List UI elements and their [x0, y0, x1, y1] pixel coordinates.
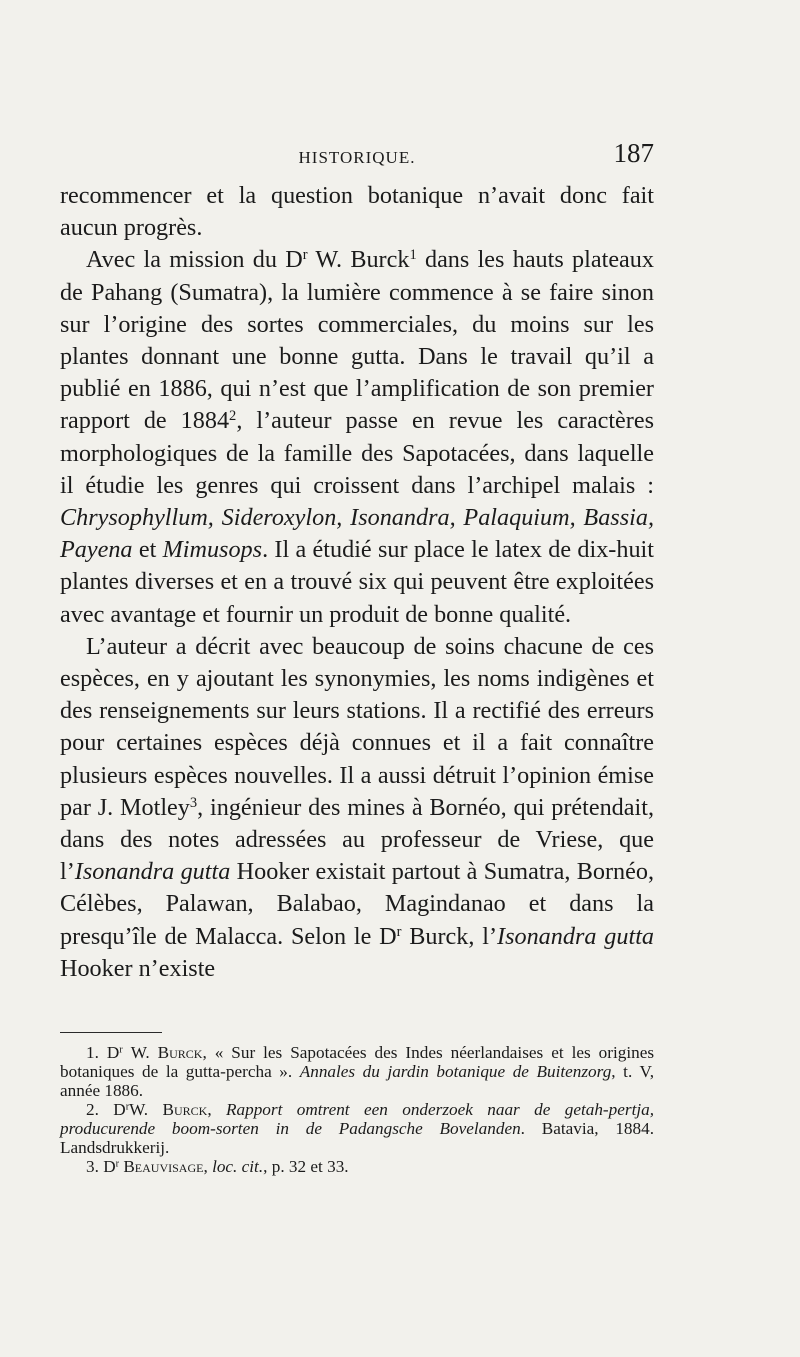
- footnote-author: Beauvisage: [123, 1157, 204, 1176]
- footnote-text: , t. V, année 1886.: [60, 1062, 654, 1100]
- paragraph-3-text-a: L’auteur a décrit avec beaucoup de soins chacune de ces espèces, en y ajoutant les synonymies, les noms indigènes et des renseignements sur leurs stations. Il a rectifié des erreurs pour certaines espèces déjà connues et il a fait connaître plusieurs espèces nouvelles. Il a aussi détruit l’opinion émise par J. Motley: [60, 632, 654, 821]
- page-number: 187: [613, 138, 654, 168]
- footnote-title: Rapport omtrent een onderzoek naar de getah-pertja, producurende boom-sorten in de Padangsche Bovelanden: [60, 1100, 655, 1138]
- footnote-loc-cit: loc. cit.: [212, 1157, 264, 1176]
- paragraph-1-text: recommencer et la question botanique n’avait donc fait aucun progrès.: [60, 182, 654, 242]
- footnotes: [60, 1043, 654, 1176]
- doctor-superscript: r: [115, 1158, 120, 1170]
- species-isonandra-gutta: Isonandra gutta: [497, 922, 655, 950]
- footnote-text: . Batavia, 1884. Landsdrukkerij.: [60, 1119, 654, 1157]
- footnote-number: 3.: [86, 1157, 99, 1176]
- paragraph-2-text-c: dans les hauts plateaux de Pahang (Sumatra), la lumière commence à se faire sinon sur l’origine des sortes commerciales, du moins sur les plantes donnant une bonne gutta. Dans le travail qu’il a publié en 1886, qui n’est que l’amplification de son premier rapport de 1884: [60, 246, 654, 435]
- doctor-abbrev: D: [113, 1100, 126, 1119]
- paragraph-3: [60, 631, 654, 985]
- paragraph-1: [60, 180, 654, 244]
- footnote-rule: [60, 1032, 162, 1033]
- footnote-text: , « Sur les Sapotacées des Indes néerlandaises et les origines botaniques de la gutta-percha ».: [60, 1043, 655, 1081]
- paragraph-2-text-e: . Il a étudié sur place le latex de dix-huit plantes diverses et en a trouvé six qui peuvent être exploitées avec avantage et fournir un produit de bonne qualité.: [60, 536, 654, 628]
- genera-list: Chrysophyllum, Sideroxylon, Isonandra, Palaquium, Bassia, Payena: [60, 504, 654, 564]
- paragraph-2-text-b: W. Burck: [307, 246, 410, 274]
- paragraph-2-text-d: , l’auteur passe en revue les caractères morphologiques de la famille des Sapotacées, dans laquelle il étudie les genres qui croissent dans l’archipel malais :: [60, 407, 654, 499]
- species-isonandra-gutta: Isonandra gutta: [74, 858, 231, 886]
- footnote-journal: Annales du jardin botanique de Buitenzorg: [299, 1062, 612, 1081]
- paragraph-3-text-d: Burck, l’: [401, 922, 498, 950]
- paragraph-3-text-b: , ingénieur des mines à Bornéo, qui prétendait, dans des notes adressées au professeur de Vriese, que l’: [60, 793, 654, 886]
- paragraph-2: [60, 244, 654, 630]
- footnote-author: W. Burck: [130, 1043, 203, 1062]
- doctor-superscript: r: [302, 247, 308, 264]
- running-head: [60, 138, 654, 178]
- paragraph-3-text-c: Hooker existait partout à Sumatra, Bornéo, Célèbes, Palawan, Balabao, Magindanao et dans la presqu’île de Malacca. Selon le D: [60, 858, 654, 950]
- footnote-ref-3: 3: [189, 794, 198, 811]
- footnote-number: 1.: [86, 1043, 99, 1062]
- paragraph-2-et: et: [132, 536, 163, 564]
- genus-mimusops: Mimusops: [162, 536, 263, 564]
- body-text: [60, 180, 654, 985]
- doctor-superscript: r: [125, 1101, 130, 1113]
- footnote-2: 2. $D^rW$. Burck, Rapport omtrent een onderzoek naar de getah-pertja, producurende boom-sorten in de Padangsche Bovelanden. Batavia, 1884. Landsdrukkerij.: [60, 1100, 655, 1157]
- paragraph-3-text-e: Hooker n’existe: [60, 954, 216, 982]
- doctor-superscript: r: [119, 1044, 123, 1056]
- footnote-text: , p. 32 et 33.: [263, 1157, 349, 1176]
- footnote-ref-1: 1: [409, 247, 417, 264]
- footnote-author: W. Burck: [129, 1100, 208, 1119]
- footnote-ref-2: 2: [229, 408, 237, 425]
- footnote-number: 2.: [86, 1100, 99, 1119]
- footnote-1: [60, 1043, 654, 1100]
- doctor-superscript: r: [396, 923, 402, 940]
- footnote-3: 3. $D^r$ Beauvisage, loc. cit., p. 32 et 33.: [86, 1157, 349, 1176]
- running-title: HISTORIQUE.: [298, 148, 416, 167]
- doctor-abbrev: D: [106, 1043, 120, 1062]
- paragraph-2-text-a: Avec la mission du D: [86, 246, 303, 274]
- doctor-abbrev: D: [103, 1157, 116, 1176]
